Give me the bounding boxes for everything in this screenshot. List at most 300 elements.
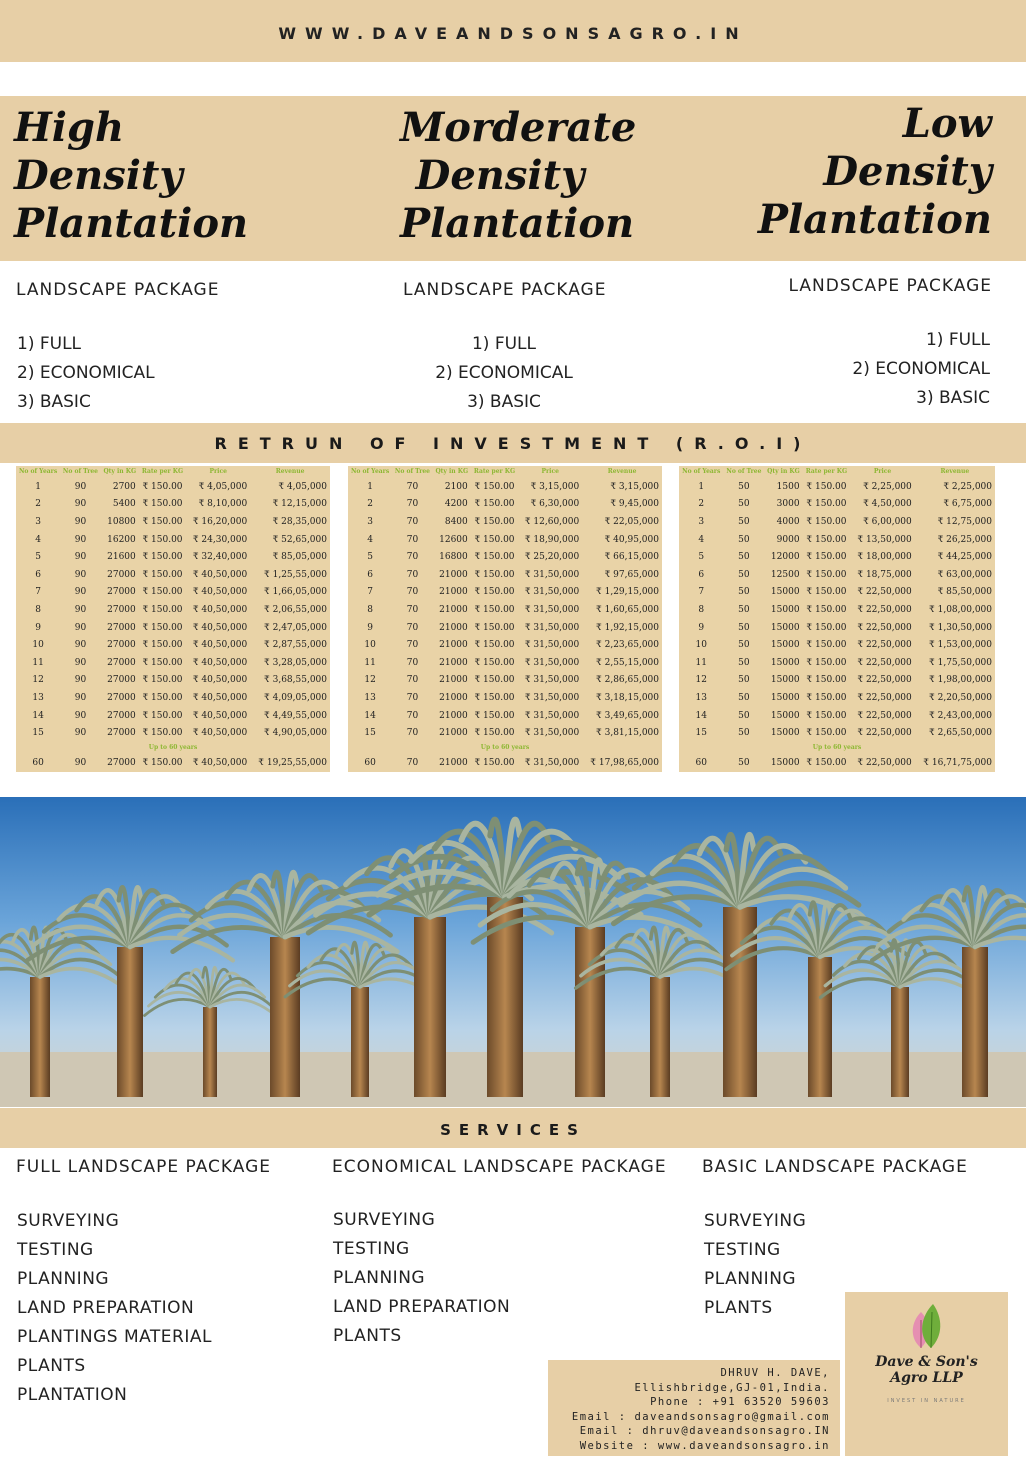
table-row xyxy=(16,566,330,584)
table-cell: ₹ 6,00,000 xyxy=(863,516,912,527)
up-to-label: Up to 60 years xyxy=(812,744,862,752)
table-cell: 10 xyxy=(364,640,376,651)
table-row xyxy=(679,496,995,514)
palm-trunk xyxy=(650,977,670,1097)
table-cell: 21000 xyxy=(439,728,468,739)
option-basic: 3) BASIC xyxy=(467,392,541,412)
table-cell: 70 xyxy=(406,552,419,563)
table-row xyxy=(348,619,662,637)
table-cell: 90 xyxy=(74,569,87,580)
table-cell: 10 xyxy=(32,640,44,651)
table-cell: ₹ 40,50,000 xyxy=(192,757,248,768)
table-cell: 5 xyxy=(35,552,41,563)
table-cell: ₹ 31,50,000 xyxy=(524,640,580,651)
table-cell: ₹ 150.00 xyxy=(142,587,183,598)
table-cell: 90 xyxy=(74,534,87,545)
table-cell: 7 xyxy=(35,587,41,598)
table-cell: 15000 xyxy=(770,622,800,633)
table-cell: ₹ 9,45,000 xyxy=(610,499,659,510)
table-cell: ₹ 40,50,000 xyxy=(192,587,248,598)
column-header: Rate per KG xyxy=(805,468,848,475)
list-item: TESTING xyxy=(333,1239,410,1259)
contact-email-2[interactable]: Email : dhruv@daveandsonsagro.IN xyxy=(579,1425,830,1437)
table-cell: 50 xyxy=(738,657,750,668)
table-cell: 90 xyxy=(74,481,87,492)
table-cell: ₹ 40,50,000 xyxy=(192,728,248,739)
column-header: Revenue xyxy=(940,468,970,475)
table-cell: ₹ 150.00 xyxy=(806,657,847,668)
table-cell: 6 xyxy=(35,569,41,580)
table-cell: 4200 xyxy=(444,499,468,510)
table-cell: ₹ 17,98,65,000 xyxy=(590,757,659,768)
table-cell: ₹ 150.00 xyxy=(142,552,183,563)
table-cell: ₹ 150.00 xyxy=(806,534,847,545)
table-cell: 70 xyxy=(406,757,419,768)
table-cell: 1 xyxy=(698,481,705,492)
table-cell: 21000 xyxy=(439,710,468,721)
table-cell: ₹ 150.00 xyxy=(806,516,847,527)
table-header-row xyxy=(16,466,330,478)
table-cell: 90 xyxy=(74,640,87,651)
table-cell: ₹ 150.00 xyxy=(806,499,847,510)
table-row xyxy=(348,636,662,654)
table-row xyxy=(679,707,995,725)
title-low-density: Low Density Plantation xyxy=(757,100,992,243)
table-cell: ₹ 150.00 xyxy=(142,657,183,668)
table-cell: 70 xyxy=(406,640,419,651)
table-cell: 50 xyxy=(738,728,750,739)
website-url[interactable]: WWW.DAVEANDSONSAGRO.IN xyxy=(278,24,748,43)
up-to-row xyxy=(16,742,330,754)
column-header: Qty in KG xyxy=(767,468,800,475)
table-cell: ₹ 150.00 xyxy=(474,587,515,598)
table-cell: ₹ 22,50,000 xyxy=(857,622,912,633)
table-cell: 70 xyxy=(406,728,419,739)
table-row xyxy=(16,619,330,637)
table-row xyxy=(679,478,995,496)
palm-trunk xyxy=(203,1007,217,1097)
table-cell: 11 xyxy=(364,657,376,668)
table-cell: 21000 xyxy=(439,569,468,580)
list-item: SURVEYING xyxy=(704,1211,807,1231)
table-cell: 8 xyxy=(698,604,705,615)
table-cell: 27000 xyxy=(107,710,136,721)
table-cell: ₹ 3,49,65,000 xyxy=(596,710,659,721)
table-cell: 3 xyxy=(367,516,373,527)
contact-address: Ellishbridge,GJ-01,India. xyxy=(634,1381,830,1394)
table-cell: 27000 xyxy=(107,604,136,615)
table-cell: ₹ 16,20,000 xyxy=(192,516,248,527)
table-cell: ₹ 3,15,000 xyxy=(610,481,659,492)
table-cell: 14 xyxy=(695,710,707,721)
table-cell: 11 xyxy=(695,657,707,668)
table-cell: 50 xyxy=(738,516,750,527)
table-cell: ₹ 150.00 xyxy=(806,481,847,492)
table-cell: 9 xyxy=(367,622,373,633)
table-cell: ₹ 85,05,000 xyxy=(272,552,327,563)
table-cell: 50 xyxy=(738,481,750,492)
table-cell: 21000 xyxy=(439,622,468,633)
table-cell: 21000 xyxy=(439,587,468,598)
list-item: PLANTINGS MATERIAL xyxy=(17,1327,212,1347)
table-cell: ₹ 22,50,000 xyxy=(857,692,912,703)
table-cell: 2700 xyxy=(112,481,136,492)
table-cell: 15000 xyxy=(770,728,800,739)
table-cell: ₹ 4,09,05,000 xyxy=(264,692,327,703)
basic-package-services xyxy=(704,1207,806,1323)
table-cell: 21000 xyxy=(439,640,468,651)
table-cell: 7 xyxy=(367,587,373,598)
table-cell: 27000 xyxy=(107,569,136,580)
table-cell: ₹ 31,50,000 xyxy=(524,757,580,768)
landscape-package-heading-low: LANDSCAPE PACKAGE xyxy=(788,276,992,296)
landscape-package-heading-high: LANDSCAPE PACKAGE xyxy=(16,280,220,300)
table-row xyxy=(679,619,995,637)
list-item: TESTING xyxy=(704,1240,781,1260)
table-cell: ₹ 22,50,000 xyxy=(857,710,912,721)
table-cell: ₹ 22,50,000 xyxy=(857,640,912,651)
table-cell: ₹ 150.00 xyxy=(142,604,183,615)
table-row xyxy=(348,566,662,584)
table-cell: ₹ 2,43,00,000 xyxy=(929,710,992,721)
table-cell: 90 xyxy=(74,552,87,563)
palm-trunk xyxy=(30,977,50,1097)
table-cell: ₹ 40,50,000 xyxy=(192,604,248,615)
table-cell: ₹ 150.00 xyxy=(142,675,183,686)
table-cell: ₹ 6,75,000 xyxy=(943,499,992,510)
table-cell: ₹ 2,06,55,000 xyxy=(264,604,327,615)
table-cell: ₹ 150.00 xyxy=(806,604,847,615)
table-header-row xyxy=(348,466,662,478)
table-row xyxy=(348,496,662,514)
table-cell: ₹ 150.00 xyxy=(806,728,847,739)
table-cell: 50 xyxy=(738,675,750,686)
table-cell: 90 xyxy=(74,604,87,615)
list-item: SURVEYING xyxy=(17,1211,120,1231)
table-cell: ₹ 2,55,15,000 xyxy=(596,657,659,668)
table-cell: ₹ 22,50,000 xyxy=(857,728,912,739)
table-cell: ₹ 150.00 xyxy=(142,569,183,580)
table-cell: ₹ 150.00 xyxy=(474,675,515,686)
table-cell: ₹ 22,05,000 xyxy=(604,516,659,527)
table-cell: 4 xyxy=(35,534,41,545)
table-cell: ₹ 44,25,000 xyxy=(937,552,992,563)
services-title: SERVICES xyxy=(440,1121,586,1139)
list-item: LAND PREPARATION xyxy=(333,1297,511,1317)
table-cell: 50 xyxy=(738,640,750,651)
table-cell: ₹ 31,50,000 xyxy=(524,569,580,580)
table-cell: 12000 xyxy=(770,552,800,563)
table-cell: 15000 xyxy=(770,675,800,686)
table-cell: ₹ 6,30,000 xyxy=(530,499,580,510)
table-cell: ₹ 150.00 xyxy=(142,534,183,545)
table-cell: ₹ 8,10,000 xyxy=(198,499,248,510)
table-row xyxy=(348,654,662,672)
table-cell: 21000 xyxy=(439,757,468,768)
table-cell: ₹ 150.00 xyxy=(474,516,515,527)
table-cell: 10 xyxy=(695,640,707,651)
table-cell: 6 xyxy=(698,569,705,580)
table-cell: ₹ 150.00 xyxy=(142,640,183,651)
table-cell: ₹ 150.00 xyxy=(474,640,515,651)
list-item: PLANNING xyxy=(333,1268,426,1288)
column-header: No of Years xyxy=(682,468,721,475)
table-cell: ₹ 150.00 xyxy=(806,757,847,768)
table-cell: ₹ 16,71,75,000 xyxy=(923,757,992,768)
table-cell: 70 xyxy=(406,481,419,492)
table-cell: ₹ 40,50,000 xyxy=(192,622,248,633)
table-cell: 27000 xyxy=(107,675,136,686)
table-cell: 3 xyxy=(35,516,41,527)
full-package-services xyxy=(17,1207,212,1410)
table-cell: 6 xyxy=(367,569,373,580)
basic-package-title: BASIC LANDSCAPE PACKAGE xyxy=(702,1157,968,1177)
table-cell: 50 xyxy=(738,534,750,545)
table-cell: ₹ 150.00 xyxy=(474,552,515,563)
table-cell: ₹ 150.00 xyxy=(142,728,183,739)
table-cell: 50 xyxy=(738,692,750,703)
table-cell: 9 xyxy=(698,622,705,633)
full-package-title: FULL LANDSCAPE PACKAGE xyxy=(16,1157,272,1177)
table-cell: 50 xyxy=(738,569,750,580)
table-cell: ₹ 2,25,000 xyxy=(943,481,992,492)
column-header: Price xyxy=(209,468,227,475)
table-cell: ₹ 31,50,000 xyxy=(524,604,580,615)
palm-trunk xyxy=(962,947,988,1097)
table-cell: 8 xyxy=(35,604,41,615)
company-logo xyxy=(845,1292,1008,1456)
table-cell: 9000 xyxy=(776,534,800,545)
table-cell: ₹ 150.00 xyxy=(474,692,515,703)
table-row xyxy=(16,478,330,496)
option-basic: 3) BASIC xyxy=(17,392,91,412)
table-cell: 50 xyxy=(738,622,750,633)
table-cell: ₹ 22,50,000 xyxy=(857,757,912,768)
column-header: Qty in KG xyxy=(435,468,469,475)
table-cell: ₹ 32,40,000 xyxy=(192,552,248,563)
table-row xyxy=(348,478,662,496)
table-cell: 21000 xyxy=(439,604,468,615)
table-cell: ₹ 4,05,000 xyxy=(278,481,327,492)
table-row xyxy=(348,584,662,602)
table-cell: ₹ 3,68,55,000 xyxy=(264,675,327,686)
economical-package-title: ECONOMICAL LANDSCAPE PACKAGE xyxy=(332,1157,667,1177)
table-row xyxy=(679,601,995,619)
option-full: 1) FULL xyxy=(17,334,82,354)
table-row xyxy=(679,654,995,672)
landscape-package-heading-moderate: LANDSCAPE PACKAGE xyxy=(403,280,607,300)
table-cell: ₹ 150.00 xyxy=(806,622,847,633)
table-cell: 5 xyxy=(698,552,705,563)
table-row xyxy=(16,531,330,549)
table-cell: ₹ 40,50,000 xyxy=(192,640,248,651)
table-cell: ₹ 150.00 xyxy=(474,534,515,545)
table-cell: ₹ 150.00 xyxy=(142,622,183,633)
table-cell: ₹ 150.00 xyxy=(806,569,847,580)
list-item: SURVEYING xyxy=(333,1210,436,1230)
table-row xyxy=(348,689,662,707)
table-cell: ₹ 150.00 xyxy=(474,499,515,510)
table-cell: ₹ 2,65,50,000 xyxy=(929,728,992,739)
table-cell: 13 xyxy=(695,692,707,703)
option-full: 1) FULL xyxy=(471,334,536,354)
table-row xyxy=(16,548,330,566)
table-row xyxy=(348,707,662,725)
table-row xyxy=(16,672,330,690)
palm-trees-illustration xyxy=(0,797,1026,1107)
column-header: No of Tree xyxy=(62,468,98,475)
table-cell: 2 xyxy=(367,499,373,510)
up-to-label: Up to 60 years xyxy=(148,744,198,752)
table-cell: 27000 xyxy=(107,728,136,739)
table-cell: ₹ 31,50,000 xyxy=(524,710,580,721)
table-cell: ₹ 18,90,000 xyxy=(524,534,580,545)
table-cell: 15000 xyxy=(770,604,800,615)
table-cell: 2 xyxy=(698,499,705,510)
table-cell: 8 xyxy=(367,604,373,615)
table-cell: ₹ 12,60,000 xyxy=(524,516,580,527)
table-cell: ₹ 150.00 xyxy=(806,640,847,651)
title-high-density: High Density Plantation xyxy=(14,104,249,247)
table-cell: 27000 xyxy=(107,657,136,668)
table-cell: 4000 xyxy=(776,516,800,527)
table-cell: ₹ 1,92,15,000 xyxy=(596,622,659,633)
table-cell: ₹ 150.00 xyxy=(142,481,183,492)
contact-phone[interactable]: Phone : +91 63520 59603 xyxy=(650,1396,830,1408)
table-cell: 70 xyxy=(406,516,419,527)
table-cell: 15 xyxy=(32,728,44,739)
table-cell: 90 xyxy=(74,622,87,633)
table-cell: 15 xyxy=(695,728,707,739)
table-cell: 27000 xyxy=(107,692,136,703)
table-cell: 12 xyxy=(32,675,44,686)
column-header: Revenue xyxy=(607,468,637,475)
table-cell: 21000 xyxy=(439,675,468,686)
table-cell: ₹ 63,00,000 xyxy=(937,569,992,580)
contact-name: DHRUV H. DAVE, xyxy=(720,1367,830,1379)
logo-tagline: INVEST IN NATURE xyxy=(887,1398,966,1404)
table-row xyxy=(679,531,995,549)
table-row xyxy=(679,689,995,707)
contact-email-1[interactable]: Email : daveandsonsagro@gmail.com xyxy=(571,1410,830,1423)
table-row xyxy=(16,513,330,531)
table-cell: 90 xyxy=(74,728,87,739)
table-row xyxy=(16,654,330,672)
table-cell: 70 xyxy=(406,604,419,615)
table-cell: 12 xyxy=(364,675,376,686)
table-cell: ₹ 2,23,65,000 xyxy=(596,640,659,651)
table-cell: 27000 xyxy=(107,640,136,651)
table-cell: 21600 xyxy=(107,552,136,563)
table-cell: 21000 xyxy=(439,692,468,703)
table-row xyxy=(348,672,662,690)
list-item: TESTING xyxy=(17,1240,94,1260)
table-cell: 90 xyxy=(74,692,87,703)
table-cell: ₹ 12,75,000 xyxy=(937,516,992,527)
table-row xyxy=(348,531,662,549)
table-cell: ₹ 3,28,05,000 xyxy=(264,657,327,668)
column-header: Qty in KG xyxy=(103,468,137,475)
table-cell: ₹ 85,50,000 xyxy=(937,587,992,598)
table-cell: ₹ 150.00 xyxy=(142,499,183,510)
economical-package-services xyxy=(333,1206,510,1351)
table-cell: 27000 xyxy=(107,587,136,598)
up-to-label: Up to 60 years xyxy=(480,744,530,752)
table-cell: 3 xyxy=(698,516,705,527)
palm-crown xyxy=(145,967,276,1015)
table-cell: 15000 xyxy=(770,710,800,721)
table-cell: ₹ 31,50,000 xyxy=(524,657,580,668)
table-cell: ₹ 4,90,05,000 xyxy=(264,728,327,739)
table-cell: ₹ 150.00 xyxy=(474,728,515,739)
table-cell: ₹ 22,50,000 xyxy=(857,604,912,615)
table-row xyxy=(348,513,662,531)
table-cell: ₹ 3,81,15,000 xyxy=(596,728,659,739)
table-cell: ₹ 150.00 xyxy=(474,657,515,668)
leaf-logo-icon xyxy=(845,1292,1008,1362)
list-item: PLANTS xyxy=(704,1298,773,1318)
table-cell: 15000 xyxy=(770,640,800,651)
contact-website[interactable]: Website : www.daveandsonsagro.in xyxy=(579,1439,830,1452)
table-cell: ₹ 150.00 xyxy=(142,757,183,768)
option-basic: 3) BASIC xyxy=(916,388,990,408)
table-row xyxy=(16,636,330,654)
website-banner xyxy=(0,0,1026,62)
table-cell: ₹ 13,50,000 xyxy=(857,534,912,545)
table-cell: ₹ 25,20,000 xyxy=(524,552,580,563)
palm-trunk xyxy=(891,987,909,1097)
roi-title: RETRUN OF INVESTMENT (R.O.I) xyxy=(214,434,812,453)
column-header: No of Years xyxy=(350,468,390,475)
table-row xyxy=(679,636,995,654)
table-cell: ₹ 150.00 xyxy=(806,710,847,721)
table-cell: ₹ 1,25,55,000 xyxy=(264,569,327,580)
table-row-final xyxy=(679,754,995,772)
table-row xyxy=(16,496,330,514)
table-cell: 14 xyxy=(364,710,376,721)
table-row xyxy=(16,724,330,742)
table-cell: 2 xyxy=(35,499,41,510)
table-cell: ₹ 40,50,000 xyxy=(192,569,248,580)
table-cell: ₹ 40,50,000 xyxy=(192,675,248,686)
table-row xyxy=(16,601,330,619)
table-cell: 7 xyxy=(698,587,705,598)
table-cell: ₹ 4,05,000 xyxy=(198,481,248,492)
table-cell: 16200 xyxy=(107,534,136,545)
table-cell: 70 xyxy=(406,675,419,686)
table-cell: ₹ 31,50,000 xyxy=(524,692,580,703)
table-cell: ₹ 2,20,50,000 xyxy=(929,692,992,703)
table-cell: ₹ 2,87,55,000 xyxy=(264,640,327,651)
table-cell: 70 xyxy=(406,569,419,580)
table-cell: 1 xyxy=(367,481,373,492)
table-cell: ₹ 3,18,15,000 xyxy=(596,692,659,703)
table-cell: 15000 xyxy=(770,692,800,703)
table-row-final xyxy=(16,754,330,772)
table-row xyxy=(16,689,330,707)
table-cell: 16800 xyxy=(439,552,468,563)
table-cell: ₹ 40,50,000 xyxy=(192,657,248,668)
table-cell: 90 xyxy=(74,587,87,598)
column-header: Price xyxy=(873,468,892,475)
option-full: 1) FULL xyxy=(925,330,990,350)
table-cell: 21000 xyxy=(439,657,468,668)
table-cell: 4 xyxy=(698,534,705,545)
table-cell: 70 xyxy=(406,499,419,510)
table-cell: 13 xyxy=(364,692,376,703)
column-header: No of Tree xyxy=(394,468,430,475)
table-row xyxy=(348,601,662,619)
